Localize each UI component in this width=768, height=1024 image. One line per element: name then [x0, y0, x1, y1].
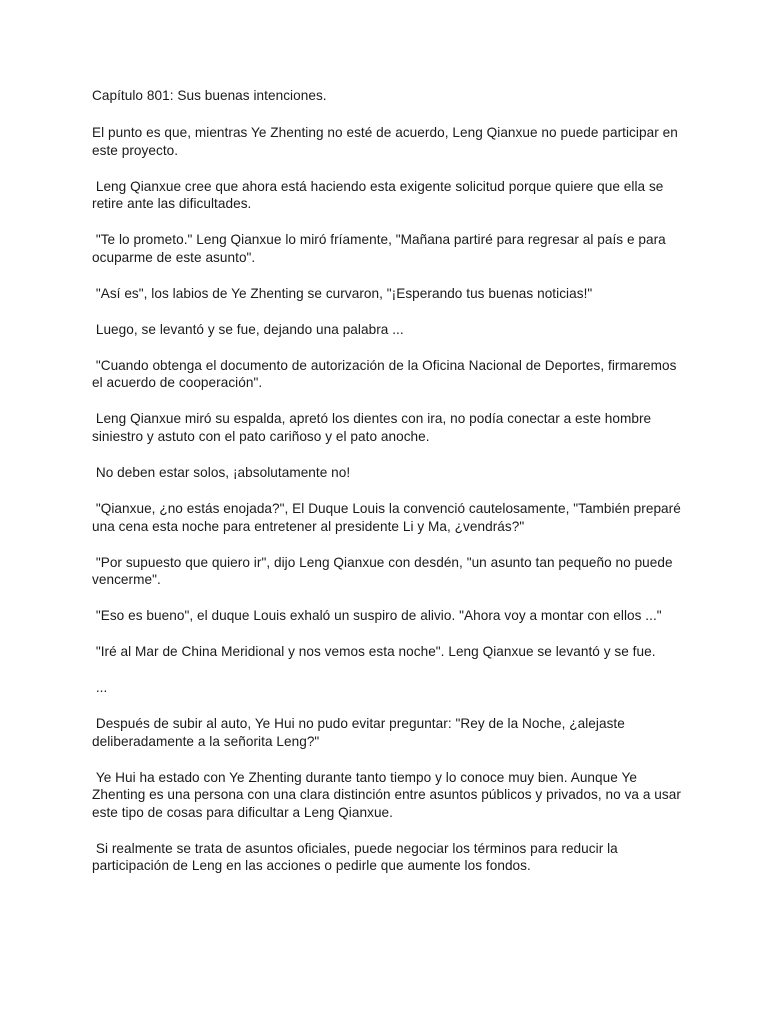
paragraph: "Cuando obtenga el documento de autorización de la Oficina Nacional de Deportes, firmaremos el acuerdo de cooperación".: [92, 357, 681, 391]
document-page: [92, 87, 685, 893]
paragraph: Después de subir al auto, Ye Hui no pudo evitar preguntar: "Rey de la Noche, ¿alejaste deliberadamente a la señorita Leng?": [92, 716, 629, 749]
paragraph: Si realmente se trata de asuntos oficiales, puede negociar los términos para reducir la participación de Leng en las acciones o pedirle que aumente los fondos.: [92, 840, 622, 874]
paragraph: "Iré al Mar de China Meridional y nos vemos esta noche". Leng Qianxue se levantó y se fue.: [92, 644, 656, 660]
paragraph: Ye Hui ha estado con Ye Zhenting durante tanto tiempo y lo conoce muy bien. Aunque Ye Zhenting es una persona con una clara distinción entre asuntos públicos y privados, no va a usar este tipo de cosas para dificultar a Leng Qianxue.: [92, 769, 685, 820]
chapter-title: Capítulo 801: Sus buenas intenciones.: [92, 88, 327, 103]
paragraph: "Así es", los labios de Ye Zhenting se curvaron, "¡Esperando tus buenas noticias!": [92, 285, 593, 301]
paragraph: "Eso es bueno", el duque Louis exhaló un suspiro de alivio. "Ahora voy a montar con ellos ...": [92, 608, 662, 624]
paragraph: Leng Qianxue cree que ahora está haciendo esta exigente solicitud porque quiere que ella se retire ante las dificultades.: [92, 178, 668, 212]
paragraph: Luego, se levantó y se fue, dejando una palabra ...: [92, 321, 404, 337]
paragraph: "Qianxue, ¿no estás enojada?", El Duque Louis la convenció cautelosamente, "También preparé una cena esta noche para entretener al presidente Li y Ma, ¿vendrás?": [92, 500, 685, 534]
paragraph: "Por supuesto que quiero ir", dijo Leng Qianxue con desdén, "un asunto tan pequeño no puede vencerme".: [92, 554, 677, 588]
paragraph: ...: [92, 680, 108, 696]
paragraph: "Te lo prometo." Leng Qianxue lo miró fríamente, "Mañana partiré para regresar al país e para ocuparme de este asunto".: [92, 232, 670, 265]
paragraph: El punto es que, mientras Ye Zhenting no esté de acuerdo, Leng Qianxue no puede participar en este proyecto.: [92, 125, 682, 158]
paragraph: No deben estar solos, ¡absolutamente no!: [92, 464, 351, 480]
paragraph: Leng Qianxue miró su espalda, apretó los dientes con ira, no podía conectar a este hombre siniestro y astuto con el pato cariñoso y el pato anoche.: [92, 411, 655, 444]
